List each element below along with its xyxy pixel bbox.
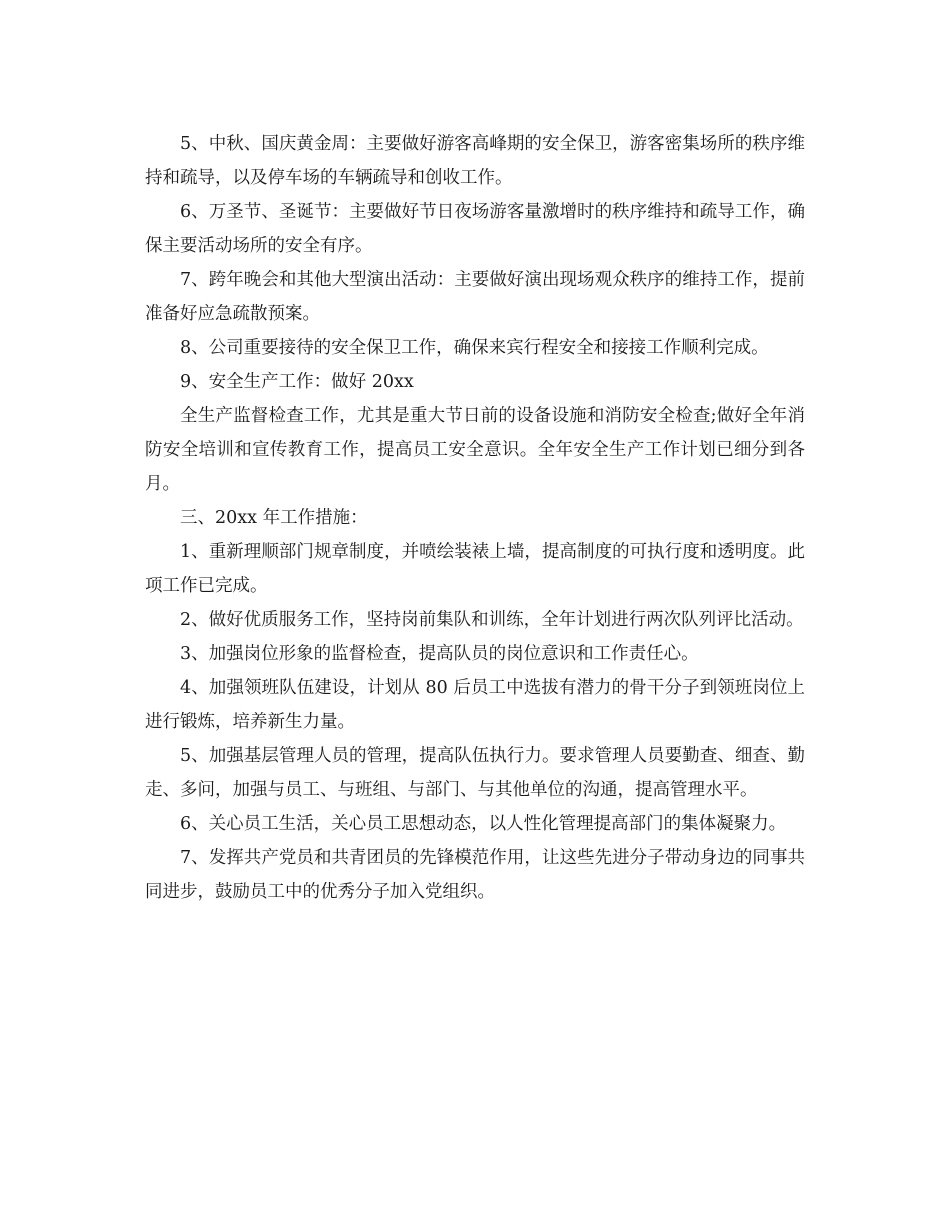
paragraph-item-8-reception: 8、公司重要接待的安全保卫工作，确保来宾行程安全和接接工作顺利完成。: [180, 338, 769, 358]
document-body: [145, 127, 805, 909]
measure-item-3: 3、加强岗位形象的监督检查，提高队员的岗位意识和工作责任心。: [180, 644, 699, 664]
paragraph-item-9-safety: 9、安全生产工作：做好 20xx: [180, 372, 414, 392]
measure-item-6: 6、关心员工生活，关心员工思想动态，以人性化管理提高部门的集体凝聚力。: [180, 814, 787, 834]
paragraph-item-6-halloween: 6、万圣节、圣诞节：主要做好节日夜场游客量激增时的秩序维持和疏导工作，确保主要活动场所的安全有序。: [145, 202, 805, 256]
paragraph-item-5-mid-autumn: 5、中秋、国庆黄金周：主要做好游客高峰期的安全保卫，游客密集场所的秩序维持和疏导，以及停车场的车辆疏导和创收工作。: [145, 134, 805, 188]
measure-item-1: 1、重新理顺部门规章制度，并喷绘装裱上墙，提高制度的可执行度和透明度。此项工作已完成。: [145, 542, 805, 596]
measure-item-2: 2、做好优质服务工作，坚持岗前集队和训练，全年计划进行两次队列评比活动。: [180, 610, 804, 630]
paragraph-item-7-new-year-gala: 7、跨年晚会和其他大型演出活动：主要做好演出现场观众秩序的维持工作，提前准备好应急疏散预案。: [145, 270, 805, 324]
paragraph-safety-continued: 全生产监督检查工作，尤其是重大节日前的设备设施和消防安全检查;做好全年消防安全培训和宣传教育工作，提高员工安全意识。全年安全生产工作计划已细分到各月。: [145, 406, 805, 494]
measure-item-5: 5、加强基层管理人员的管理，提高队伍执行力。要求管理人员要勤查、细查、勤走、多问，加强与员工、与班组、与部门、与其他单位的沟通，提高管理水平。: [145, 746, 805, 800]
measure-item-7: 7、发挥共产党员和共青团员的先锋模范作用，让这些先进分子带动身边的同事共同进步，鼓励员工中的优秀分子加入党组织。: [145, 848, 805, 902]
section-heading-measures: 三、20xx 年工作措施：: [180, 508, 368, 528]
measure-item-4: 4、加强领班队伍建设，计划从 80 后员工中选拔有潜力的骨干分子到领班岗位上进行锻炼，培养新生力量。: [145, 678, 805, 732]
